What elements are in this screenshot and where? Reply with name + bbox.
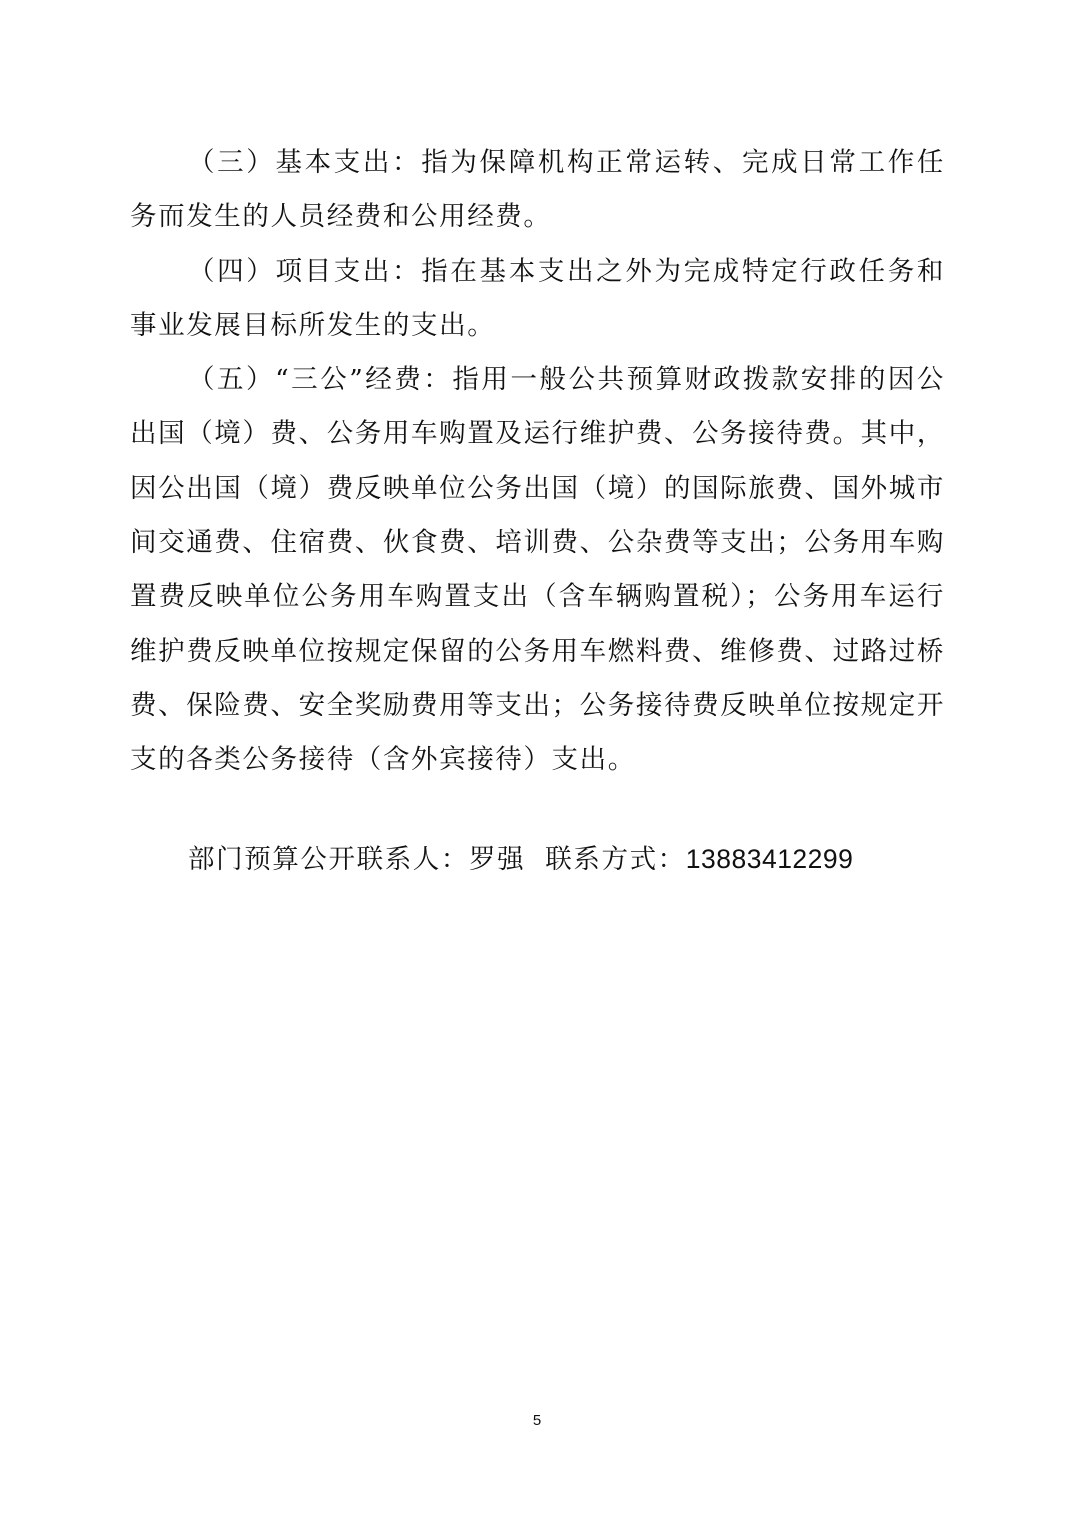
paragraph-three-public-expenses: （五）“三公”经费：指用一般公共预算财政拨款安排的因公出国（境）费、公务用车购置及运行维护费、公务接待费。其中，因公出国（境）费反映单位公务出国（境）的国际旅费、国外城市间交通费、住宿费、伙食费、培训费、公杂费等支出；公务用车购置费反映单位公务用车购置支出（含车辆购置税）；公务用车运行维护费反映单位按规定保留的公务用车燃料费、维修费、过路过桥费、保险费、安全奖励费用等支出；公务接待费反映单位按规定开支的各类公务接待（含外宾接待）支出。 bbox=[130, 364, 945, 776]
contact-person: 部门预算公开联系人：罗强 bbox=[188, 844, 526, 875]
contact-phone: 13883412299 bbox=[685, 844, 854, 874]
document-body bbox=[130, 136, 945, 788]
paragraph-basic-expenditure: （三）基本支出：指为保障机构正常运转、完成日常工作任务而发生的人员经费和公用经费。 bbox=[130, 147, 945, 233]
paragraph-project-expenditure: （四）项目支出：指在基本支出之外为完成特定行政任务和事业发展目标所发生的支出。 bbox=[130, 255, 945, 341]
contact-line bbox=[188, 840, 853, 879]
page-number: 5 bbox=[532, 1412, 542, 1429]
contact-method-label: 联系方式： bbox=[545, 844, 686, 875]
